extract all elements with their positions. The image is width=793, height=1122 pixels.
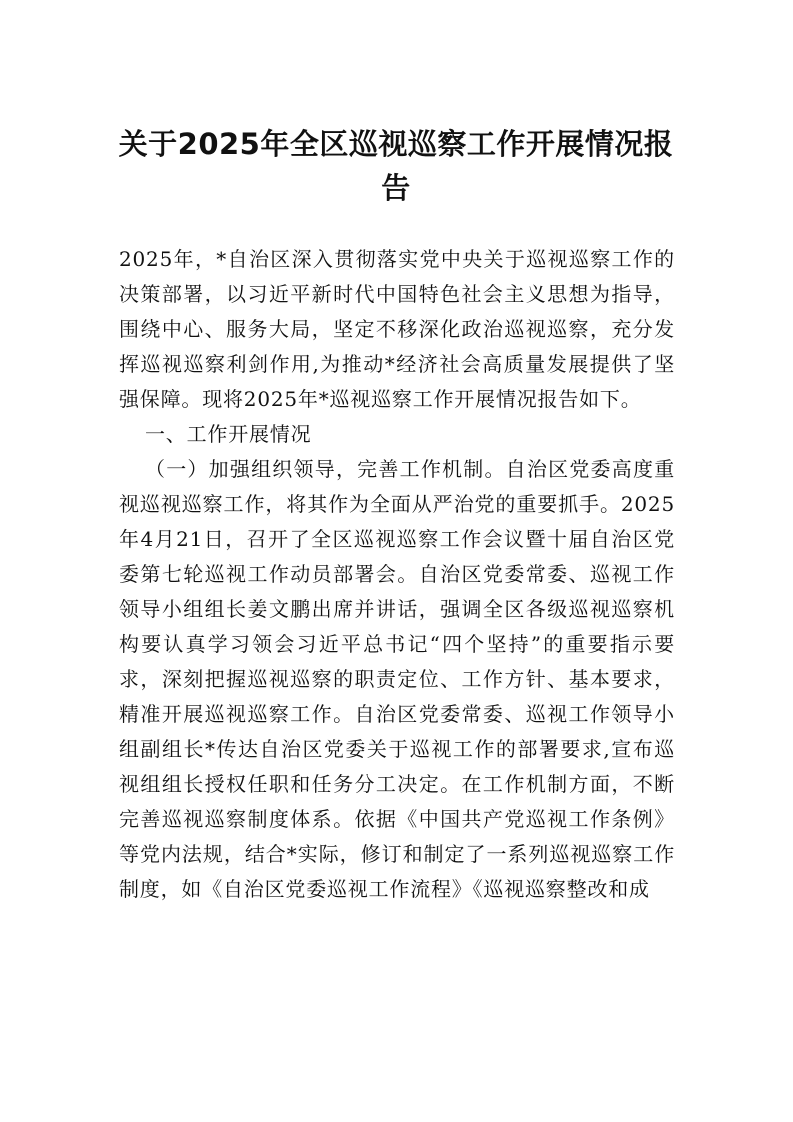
body-paragraph: （一）加强组织领导，完善工作机制。自治区党委高度重视巡视巡察工作，将其作为全面从严治党的重要抓手。2025年4月21日，召开了全区巡视巡察工作会议暨十届自治区党委第七轮巡视工作动员部署会。自治区党委常委、巡视工作领导小组组长姜文鹏出席并讲话，强调全区各级巡视巡察机构要认真学习领会习近平总书记“四个坚持”的重要指示要求，深刻把握巡视巡察的职责定位、工作方针、基本要求，精准开展巡视巡察工作。自治区党委常委、巡视工作领导小组副组长*传达自治区党委关于巡视工作的部署要求,宣布巡视组组长授权任职和任务分工决定。在工作机制方面，不断完善巡视巡察制度体系。依据《中国共产党巡视工作条例》等党内法规，结合*实际，修订和制定了一系列巡视巡察工作制度，如《自治区党委巡视工作流程》《巡视巡察整改和成 <box>119 457 675 901</box>
document-body <box>119 242 675 907</box>
document-title: 关于2025年全区巡视巡察工作开展情况报告 <box>118 127 674 205</box>
section-heading: 一、工作开展情况 <box>145 422 312 446</box>
intro-paragraph: 2025年，*自治区深入贯彻落实党中央关于巡视巡察工作的决策部署，以习近平新时代中国特色社会主义思想为指导，围绕中心、服务大局，坚定不移深化政治巡视巡察，充分发挥巡视巡察利剑作用,为推动*经济社会高质量发展提供了坚强保障。现将2025年*巡视巡察工作开展情况报告如下。 <box>119 247 675 411</box>
